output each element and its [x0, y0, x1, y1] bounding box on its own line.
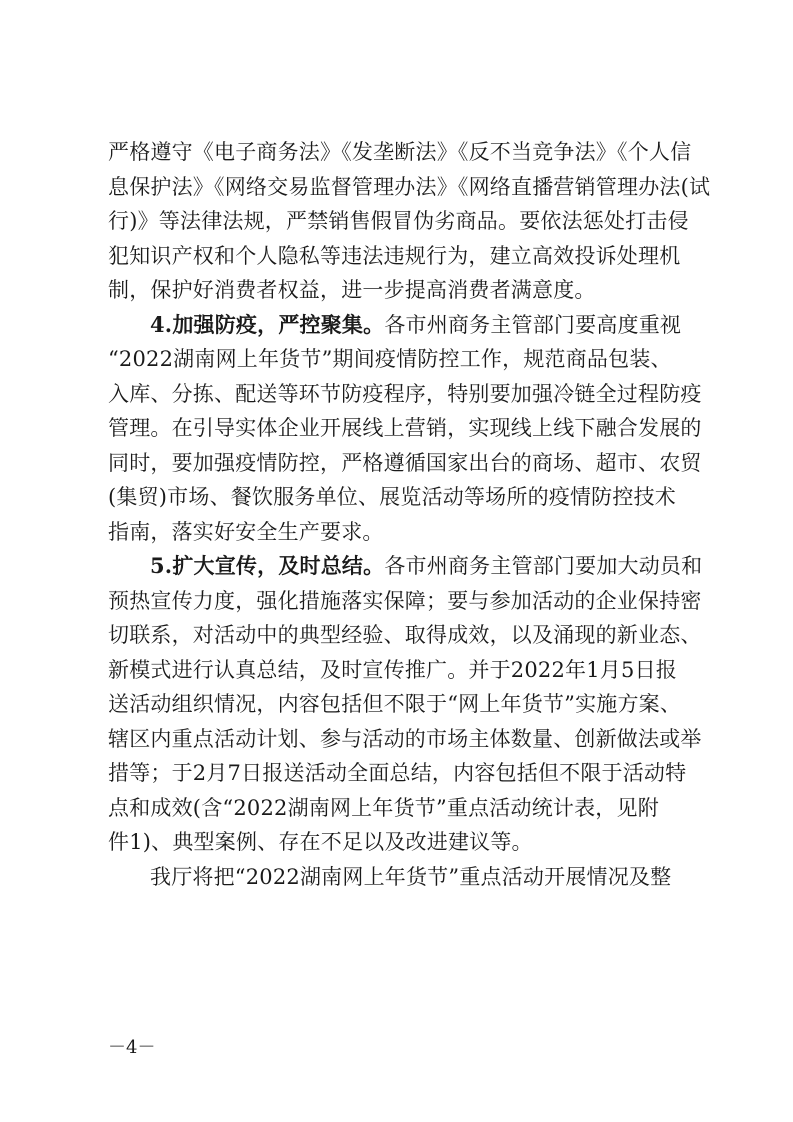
text-line: “2022湖南网上年货节”期间疫情防控工作，规范商品包装、 — [108, 347, 672, 371]
paragraph-first-line-text: 各市州商务主管部门要高度重视 — [384, 312, 682, 337]
text-line: 送活动组织情况，内容包括但不限于“网上年货节”实施方案、 — [108, 692, 682, 716]
paragraph-first-line-text: 各市州商务主管部门要加大动员和 — [384, 554, 703, 578]
text-line: 息保护法》《网络交易监督管理办法》《网络直播营销管理办法(试 — [108, 174, 711, 199]
text-line: 制，保护好消费者权益，进一步提高消费者满意度。 — [108, 278, 596, 302]
text-line: 入库、分拣、配送等环节防疫程序，特别要加强冷链全过程防疫 — [108, 381, 702, 406]
paragraph-6 — [108, 860, 698, 895]
text-line: 措等；于2月7日报送活动全面总结，内容包括但不限于活动特 — [108, 761, 687, 785]
text-line: 件1)、典型案例、存在不足以及改进建议等。 — [108, 830, 533, 854]
text-line: 犯知识产权和个人隐私等违法违规行为，建立高效投诉处理机 — [108, 243, 681, 268]
text-line: 预热宣传力度，强化措施落实保障；要与参加活动的企业保持密 — [108, 588, 702, 613]
text-line: 新模式进行认真总结，及时宣传推广。并于2022年1月5日报 — [108, 657, 677, 682]
paragraph-5 — [108, 549, 703, 860]
text-line: (集贸)市场、餐饮服务单位、展览活动等场所的疫情防控技术 — [108, 485, 676, 509]
text-line: 严格遵守《电子商务法》《发垄断法》《反不当竞争法》《个人信 — [108, 140, 692, 164]
paragraph-continued — [108, 135, 711, 308]
text-line: 同时，要加强疫情防控，严格遵循国家出台的商场、超市、农贸 — [108, 450, 702, 475]
paragraph-first-line: 我厅将把“2022湖南网上年货节”重点活动开展情况及整 — [150, 864, 672, 889]
text-line: 指南，落实好安全生产要求。 — [108, 519, 384, 544]
paragraph-heading: 5.扩大宣传，及时总结。 — [150, 553, 385, 578]
text-line: 行)》等法律法规，严禁销售假冒伪劣商品。要依法惩处打击侵 — [108, 209, 689, 233]
paragraph-first-line — [108, 549, 703, 584]
document-body — [108, 135, 711, 894]
paragraph-first-line — [108, 308, 698, 343]
text-line: 辖区内重点活动计划、参与活动的市场主体数量、创新做法或举 — [108, 726, 702, 751]
text-line: 切联系，对活动中的典型经验、取得成效，以及涌现的新业态、 — [108, 623, 702, 647]
text-line: 点和成效(含“2022湖南网上年货节”重点活动统计表，见附 — [108, 795, 659, 820]
paragraph-4 — [108, 308, 702, 550]
text-line: 管理。在引导实体企业开展线上营销，实现线上线下融合发展的 — [108, 416, 702, 440]
page-number: －4－ — [108, 1037, 156, 1058]
paragraph-heading: 4.加强防疫，严控聚集。 — [150, 311, 385, 337]
